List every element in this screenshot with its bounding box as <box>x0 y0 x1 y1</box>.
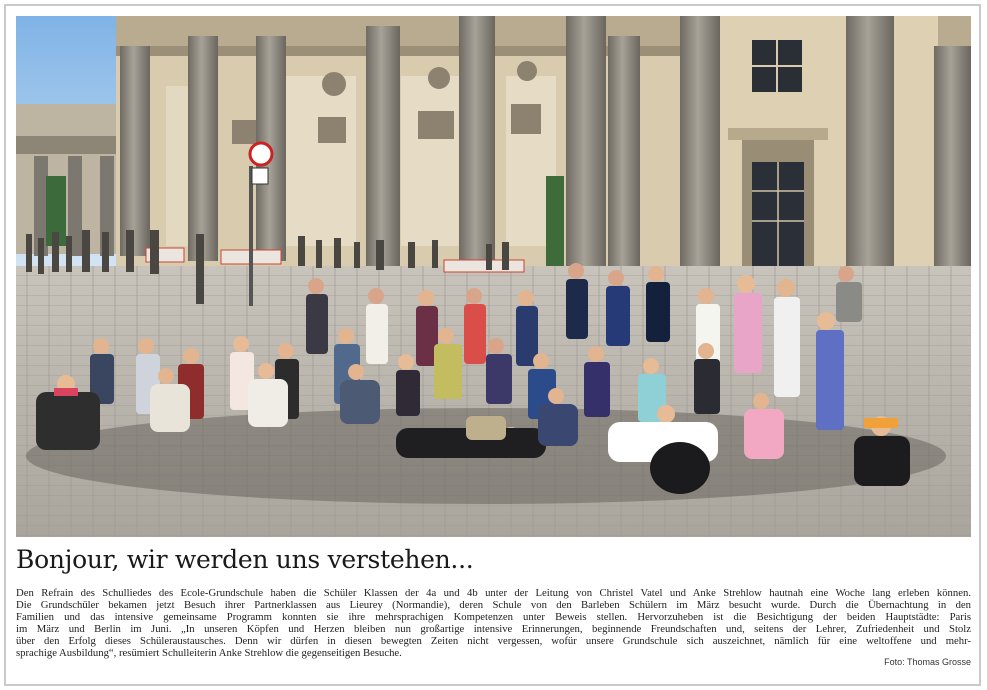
article-line: über den Erfolg dieses Schüleraustausches. Denn wir dürfen in diesen bewegten Zeiten nicht vergessen, wofür unsere Grundschule sich auszeichnet, nämlich für eine weltoffene und mehr- <box>16 635 971 647</box>
article-line: Familien und das intensive gemeinsame Programm konnten sie ihre mehrsprachigen Kompetenzen unter Beweis stellen. Hervorzuheben ist die Besichtigung der beiden Hauptstädte: Paris <box>16 611 971 623</box>
article-body <box>16 587 971 659</box>
photo-illustration <box>16 16 971 537</box>
group-photo <box>16 16 971 537</box>
article-line: sprachige Ausbildung“, resümiert Schulleiterin Anke Strehlow die gegenseitigen Besuche. <box>16 647 402 659</box>
article-line: Die Grundschüler bekamen jetzt Besuch ihrer Partnerklassen aus Lieurey (Normandie), deren Schule von den Barleben Schülern im März besucht wurde. Durch die Übernachtung in den <box>16 599 971 611</box>
article-line: im März und Berlin im Juni. „In unseren Köpfen und Herzen bleiben nun großartige intensive Erinnerungen, beginnende Freundschaften und, seitens der Lehrer, Zufriedenheit und Stolz <box>16 623 971 635</box>
photo-credit: Foto: Thomas Grosse <box>884 657 971 667</box>
article-line: Den Refrain des Schulliedes des Ecole-Grundschule haben die Schüler Klassen der 4a und 4b unter der Leitung von Christel Vatel und Anke Strehlow hautnah eine Woche lang erleben können. <box>16 587 971 599</box>
article-headline: Bonjour, wir werden uns verstehen... <box>16 545 474 574</box>
